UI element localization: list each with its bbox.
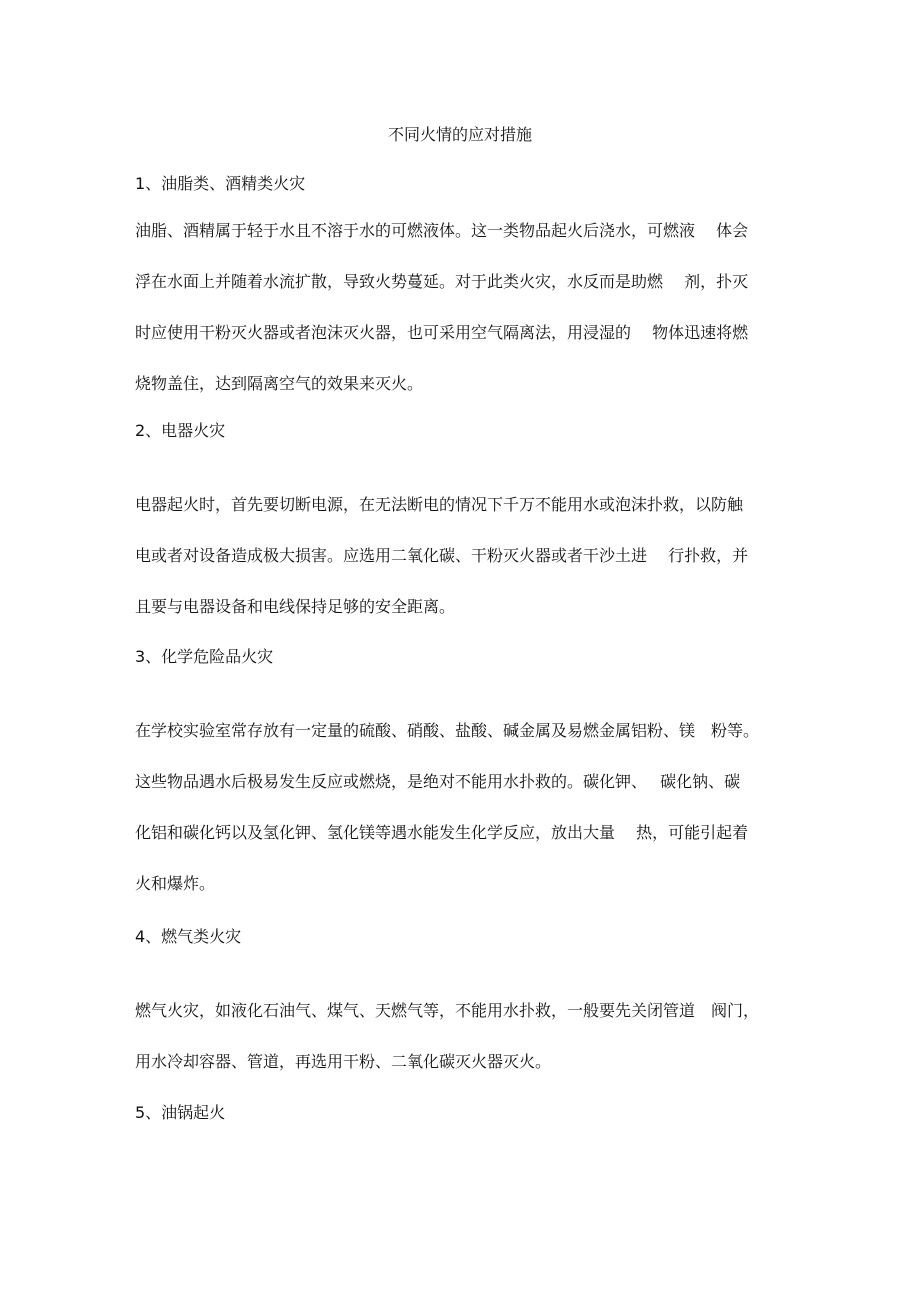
paragraph-line: 浮在水面上并随着水流扩散，导致火势蔓延。对于此类火灾，水反而是助燃 剂，扑灭 [135,272,749,291]
section-2-heading: 2、电器火灾 [135,421,226,440]
section-1-heading: 1、油脂类、酒精类火灾 [135,174,306,193]
section-1-paragraph [135,220,795,395]
section-5-heading: 5、油锅起火 [135,1103,226,1122]
paragraph-line: 烧物盖住，达到隔离空气的效果来灭火。 [135,374,424,393]
paragraph-line: 时应使用干粉灭火器或者泡沫灭火器，也可采用空气隔离法，用浸湿的 物体迅速将燃 [135,323,749,342]
paragraph-line: 电器起火时，首先要切断电源，在无法断电的情况下千万不能用水或泡沫扑救，以防触 [135,495,744,514]
paragraph-line: 在学校实验室常存放有一定量的硫酸、硝酸、盐酸、碱金属及易燃金属铝粉、镁 粉等。 [135,721,760,740]
paragraph-line: 电或者对设备造成极大损害。应选用二氧化碳、干粉灭火器或者干沙土进 行扑救，并 [135,546,749,565]
paragraph-line: 化铝和碳化钙以及氢化钾、氢化镁等遇水能发生化学反应，放出大量 热，可能引起着 [135,823,749,842]
section-3-paragraph [135,720,795,895]
paragraph-line: 用水冷却容器、管道，再选用干粉、二氧化碳灭火器灭火。 [135,1052,552,1071]
document-title: 不同火情的应对措施 [387,125,532,144]
paragraph-line: 油脂、酒精属于轻于水且不溶于水的可燃液体。这一类物品起火后浇水，可燃液 体会 [135,221,749,240]
paragraph-line: 且要与电器设备和电线保持足够的安全距离。 [135,597,456,616]
paragraph-line: 燃气火灾，如液化石油气、煤气、天燃气等，不能用水扑救，一般要先关闭管道 阀门， [135,1001,760,1020]
section-2-paragraph [135,494,795,618]
section-3-heading: 3、化学危险品火灾 [135,647,274,666]
section-4-paragraph [135,1000,795,1073]
section-4-heading: 4、燃气类火灾 [135,927,242,946]
paragraph-line: 火和爆炸。 [135,874,216,893]
paragraph-line: 这些物品遇水后极易发生反应或燃烧，是绝对不能用水扑救的。碳化钾、 碳化钠、碳 [135,772,741,791]
